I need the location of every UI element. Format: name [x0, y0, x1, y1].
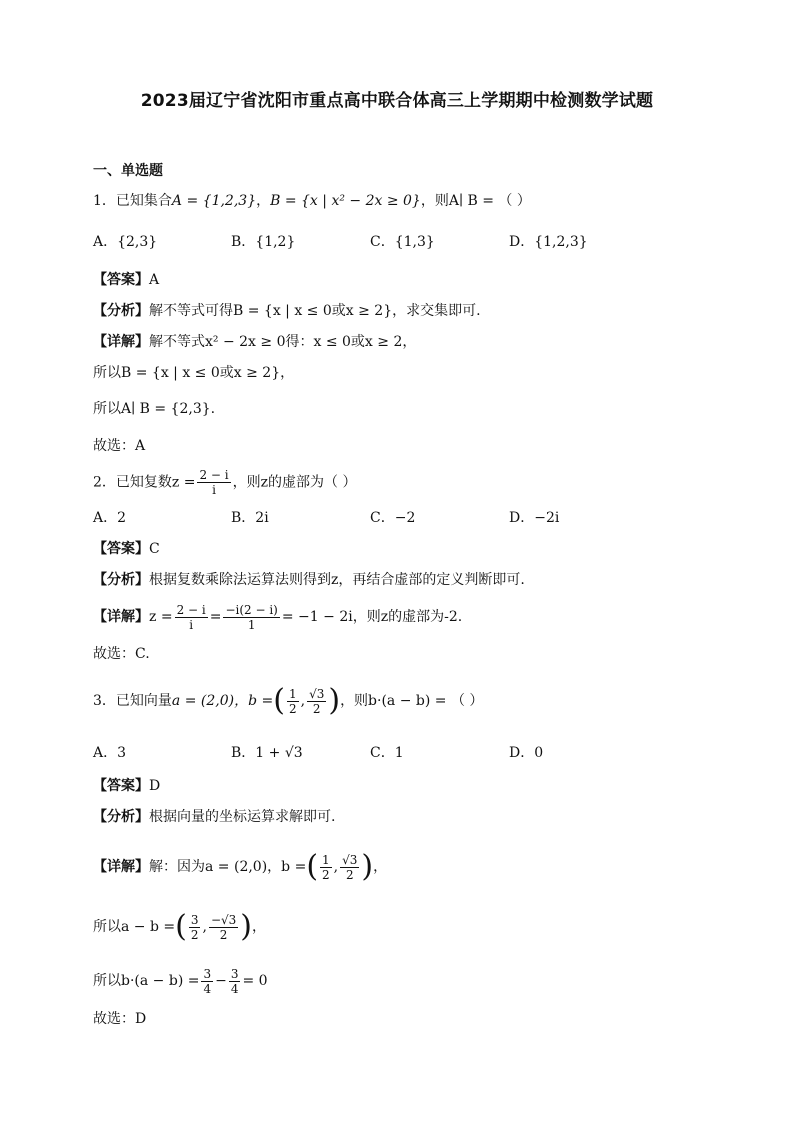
q3-detail-pre: 解：因为a = (2,0)，b =: [149, 859, 307, 875]
section-heading: 一、单选题: [93, 163, 163, 179]
q2-stem: [93, 468, 356, 497]
q3-b-x-den: 2: [288, 701, 297, 716]
q3-d-f2: [229, 967, 241, 996]
q3-d-f1-den: 4: [203, 981, 212, 996]
detail-label: 【详解】: [93, 609, 149, 625]
q3-answer: [93, 775, 160, 797]
q3-detail-3-post: = 0: [242, 973, 268, 989]
left-paren: (: [273, 683, 285, 718]
detail-label: 【详解】: [93, 859, 149, 875]
detail-label: 【详解】: [93, 334, 149, 350]
q3-detail-b-x-den: 2: [322, 867, 330, 882]
q2-frac-num: 2 − i: [199, 468, 229, 482]
q3-conclusion: 故选：D: [93, 1011, 147, 1027]
q1-detail-1: 解不等式x² − 2x ≥ 0得：x ≤ 0或x ≥ 2，: [149, 334, 417, 350]
q2-option-a: A．2: [93, 510, 127, 526]
q3-option-d: D．0: [509, 745, 544, 761]
q3-c-y-num: −√3: [210, 912, 237, 927]
right-paren: ): [240, 909, 252, 944]
q3-analysis: [93, 806, 335, 828]
q3-b-y: [307, 687, 326, 716]
q2-frac-den: i: [212, 483, 216, 497]
q2-detail-frac2-num: −i(2 − i): [225, 602, 278, 617]
analysis-label: 【分析】: [93, 809, 149, 825]
q3-detail-b-x: [320, 853, 332, 882]
q3-vec-a: a = (2,0)，: [171, 693, 249, 709]
q1-analysis: [93, 300, 481, 322]
q2-option-b: B．2i: [231, 510, 269, 526]
q3-detail-b-y-num: √3: [342, 852, 358, 867]
q2-stem-pre: 2．已知复数z =: [93, 474, 196, 491]
q3-detail: 【详解】解：因为a = (2,0)，b =( $\frac{1}{2}$ , $\frac{√3}{2}$ )，: [93, 849, 388, 884]
q3-option-a: A．3: [93, 745, 127, 761]
q2-detail-mid: =: [209, 609, 222, 625]
q3-answer-value: D: [149, 778, 161, 794]
q2-analysis-text: 根据复数乘除法运算法则得到z，再结合虚部的定义判断即可.: [149, 572, 525, 588]
q2-answer-value: C: [149, 541, 160, 557]
q2-detail-frac1-den: i: [189, 617, 194, 632]
q1-option-d: D．{1,2,3}: [509, 234, 588, 250]
q3-c-x-num: 3: [190, 912, 199, 927]
answer-label: 【答案】: [93, 272, 149, 288]
q3-d-f2-num: 3: [230, 966, 239, 981]
q1-set-a: A = {1,2,3}: [171, 193, 257, 209]
q2-fraction: [197, 468, 230, 497]
q2-detail-frac1: [175, 603, 208, 632]
q3-c-x: [189, 913, 201, 942]
q1-option-c: C．{1,3}: [370, 234, 435, 250]
q1-answer: [93, 269, 159, 291]
q3-c-y-den: 2: [219, 927, 228, 942]
q3-b-y-den: 2: [312, 701, 321, 716]
q2-detail-frac2: [223, 603, 279, 632]
q1-detail-2: 所以B = {x | x ≤ 0或x ≥ 2}，: [93, 365, 295, 381]
q3-detail-b-x-num: 1: [322, 852, 330, 867]
left-paren: (: [175, 909, 187, 944]
q3-stem: 3．已知向量a = (2,0)，b =( $\frac{1}{2}$ , $\frac{√3}{2}$ )，则b·(a − b) = （ ）: [93, 683, 484, 718]
q3-analysis-text: 根据向量的坐标运算求解即可.: [149, 809, 336, 825]
q1-detail-3: 所以A∣ B = {2,3}.: [93, 401, 216, 417]
q2-detail: [93, 602, 462, 632]
q1-set-b: B = {x | x² − 2x ≥ 0}: [270, 193, 421, 209]
q2-detail-frac2-den: 1: [247, 617, 256, 632]
q3-b-x: [287, 687, 299, 716]
q1-option-b: B．{1,2}: [231, 234, 296, 250]
q3-detail-b-y: [340, 853, 359, 882]
q2-option-d: D．−2i: [509, 510, 560, 526]
q1-detail: [93, 331, 416, 353]
q2-conclusion: 故选：C.: [93, 646, 150, 662]
page-title: 2023届辽宁省沈阳市重点高中联合体高三上学期期中检测数学试题: [140, 91, 654, 111]
analysis-label: 【分析】: [93, 303, 149, 319]
q3-vec-b-pre: b =: [248, 693, 274, 709]
q3-d-f1: [201, 967, 213, 996]
q1-option-a: A．{2,3}: [93, 234, 158, 250]
q3-stem-post: ，则b·(a − b) = （ ）: [340, 693, 484, 709]
q2-analysis: [93, 569, 525, 591]
q3-b-x-num: 1: [288, 686, 297, 701]
q1-answer-value: A: [149, 272, 160, 288]
right-paren: ): [328, 683, 341, 718]
q2-detail-post: = −1 − 2i，则z的虚部为-2.: [281, 609, 463, 625]
q3-b-y-num: √3: [309, 686, 325, 701]
analysis-label: 【分析】: [93, 572, 149, 588]
q3-option-b: B．1 + √3: [231, 745, 303, 761]
q2-stem-post: ，则z的虚部为（ ）: [232, 474, 357, 491]
q1-conclusion: 故选：A: [93, 438, 146, 454]
q2-option-c: C．−2: [370, 510, 416, 526]
q1-sep: ，: [256, 193, 271, 209]
q3-detail-b-y-den: 2: [345, 867, 354, 882]
q3-stem-pre: 3．已知向量: [93, 693, 172, 709]
q1-stem-post: ，则A∣ B = （ ）: [420, 193, 531, 209]
q1-stem: [93, 190, 531, 212]
q3-c-x-den: 2: [190, 927, 199, 942]
q1-stem-pre: 1．已知集合: [93, 193, 172, 209]
q2-detail-frac1-num: 2 − i: [176, 602, 206, 617]
q3-detail-3-pre: 所以b·(a − b) =: [93, 973, 200, 989]
q3-detail-2-pre: 所以a − b =: [93, 919, 176, 935]
answer-label: 【答案】: [93, 541, 149, 557]
right-paren: ): [361, 849, 374, 884]
q3-detail-2: 所以a − b =( $\frac{3}{2}$ , $\frac{-√3}{2}$ )，: [93, 909, 266, 944]
q3-detail-3: 所以b·(a − b) = $\frac{3}{4}$ − $\frac{3}{4}$ = 0: [93, 966, 268, 996]
q2-detail-pre: z =: [149, 609, 173, 625]
answer-label: 【答案】: [93, 778, 149, 794]
q3-c-y: [209, 913, 238, 942]
q3-option-c: C．1: [370, 745, 404, 761]
q1-analysis-text: 解不等式可得B = {x | x ≤ 0或x ≥ 2}，求交集即可.: [149, 303, 481, 319]
q2-answer: [93, 538, 160, 560]
q3-d-f2-den: 4: [230, 981, 239, 996]
left-paren: (: [306, 849, 319, 884]
q3-d-f1-num: 3: [203, 966, 212, 981]
